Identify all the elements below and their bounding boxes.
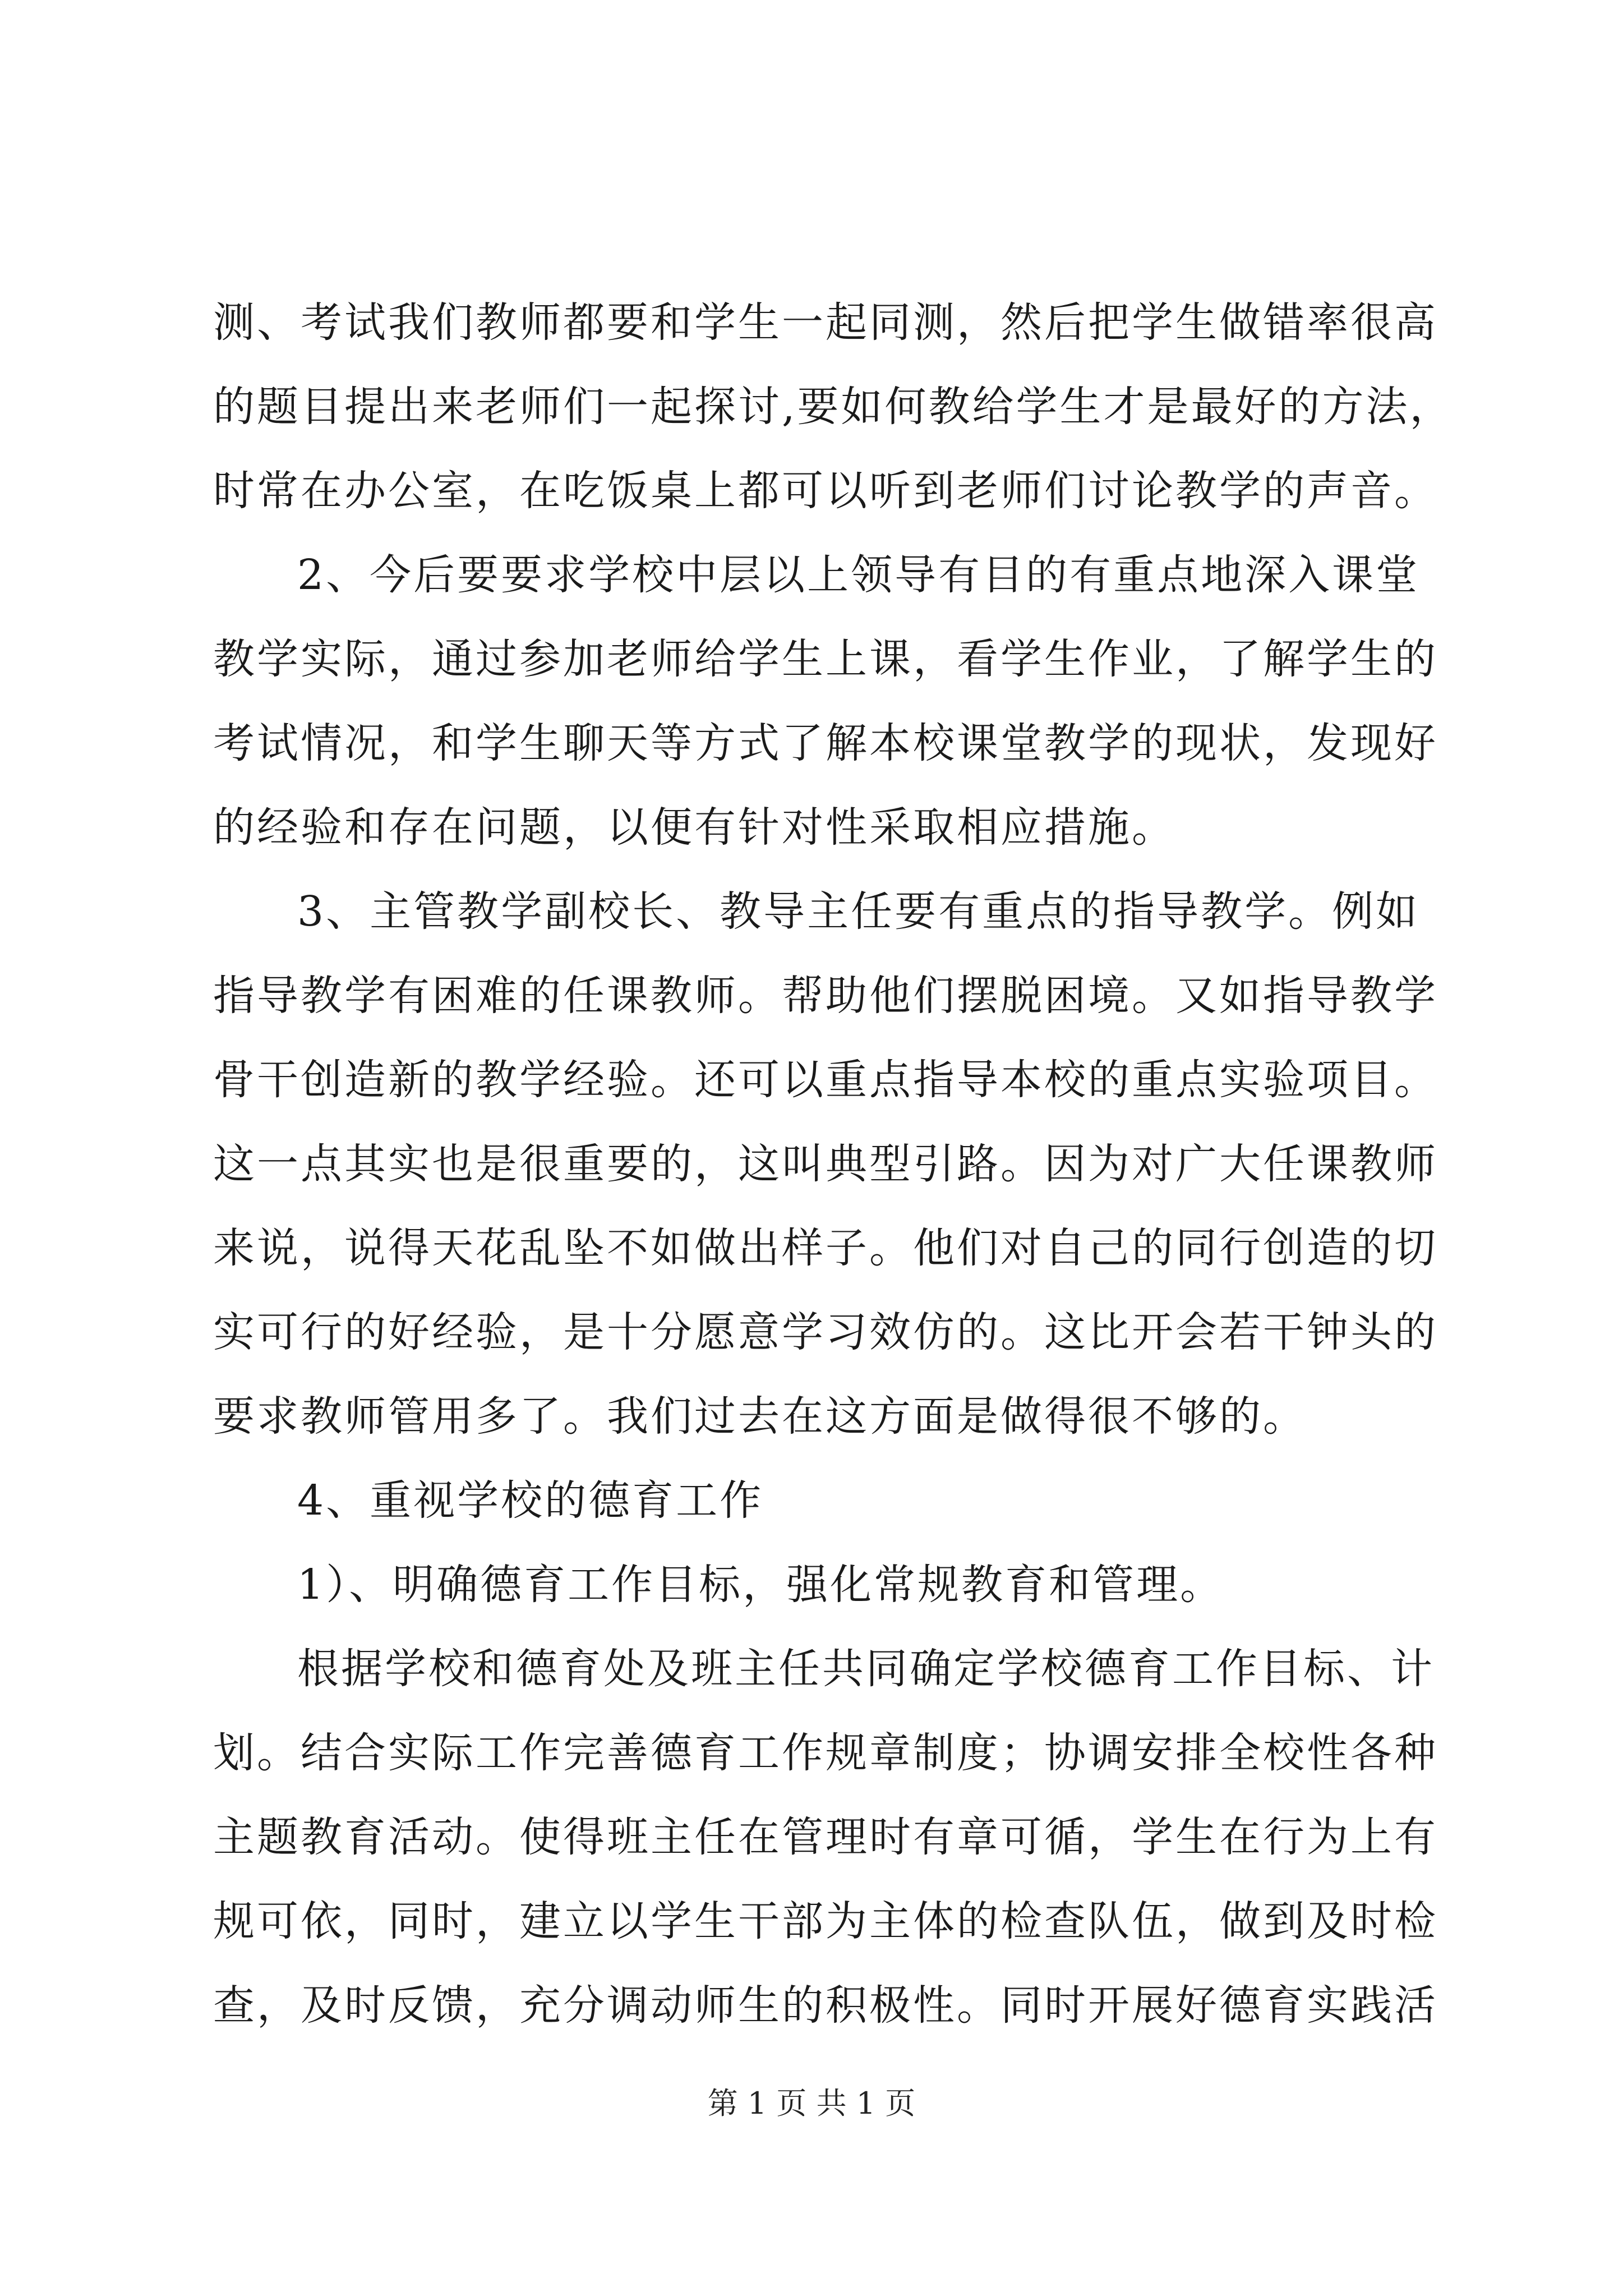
text-line: 测、考试我们教师都要和学生一起同测，然后把学生做错率很高 — [213, 298, 1438, 347]
text-line: 要求教师管用多了。我们过去在这方面是做得很不够的。 — [213, 1392, 1307, 1441]
subsection-heading: 1）、明确德育工作目标，强化常规教育和管理。 — [297, 1561, 1224, 1609]
text-line: 实可行的好经验，是十分愿意学习效仿的。这比开会若干钟头的 — [213, 1308, 1438, 1356]
text-line: 主题教育活动。使得班主任在管理时有章可循，学生在行为上有 — [213, 1813, 1438, 1861]
text-line: 的经验和存在问题，以便有针对性采取相应措施。 — [213, 803, 1175, 852]
section-heading: 4、重视学校的德育工作 — [297, 1476, 764, 1525]
text-line: 指导教学有困难的任课教师。帮助他们摆脱困境。又如指导教学 — [213, 972, 1438, 1020]
text-line: 这一点其实也是很重要的，这叫典型引路。因为对广大任课教师 — [213, 1140, 1438, 1188]
text-line: 时常在办公室，在吃饭桌上都可以听到老师们讨论教学的声音。 — [213, 467, 1438, 515]
text-line: 划。结合实际工作完善德育工作规章制度；协调安排全校性各种 — [213, 1729, 1438, 1777]
text-line: 规可依，同时，建立以学生干部为主体的检查队伍，做到及时检 — [213, 1897, 1438, 1945]
paragraph-3-start: 3、主管教学副校长、教导主任要有重点的指导教学。例如 — [297, 887, 1420, 936]
text-line: 考试情况，和学生聊天等方式了解本校课堂教学的现状，发现好 — [213, 719, 1438, 767]
text-line: 的题目提出来老师们一起探讨,要如何教给学生才是最好的方法， — [213, 383, 1454, 431]
paragraph-2-start: 2、今后要要求学校中层以上领导有目的有重点地深入课堂 — [297, 551, 1420, 599]
text-line: 来说，说得天花乱坠不如做出样子。他们对自己的同行创造的切 — [213, 1224, 1438, 1272]
page-footer: 第 1 页 共 1 页 — [707, 2086, 916, 2121]
paragraph-start: 根据学校和德育处及班主任共同确定学校德育工作目标、计 — [297, 1645, 1435, 1693]
text-line: 教学实际，通过参加老师给学生上课，看学生作业，了解学生的 — [213, 635, 1438, 683]
text-line: 查，及时反馈，充分调动师生的积极性。同时开展好德育实践活 — [213, 1981, 1438, 2030]
text-line: 骨干创造新的教学经验。还可以重点指导本校的重点实验项目。 — [213, 1056, 1438, 1104]
